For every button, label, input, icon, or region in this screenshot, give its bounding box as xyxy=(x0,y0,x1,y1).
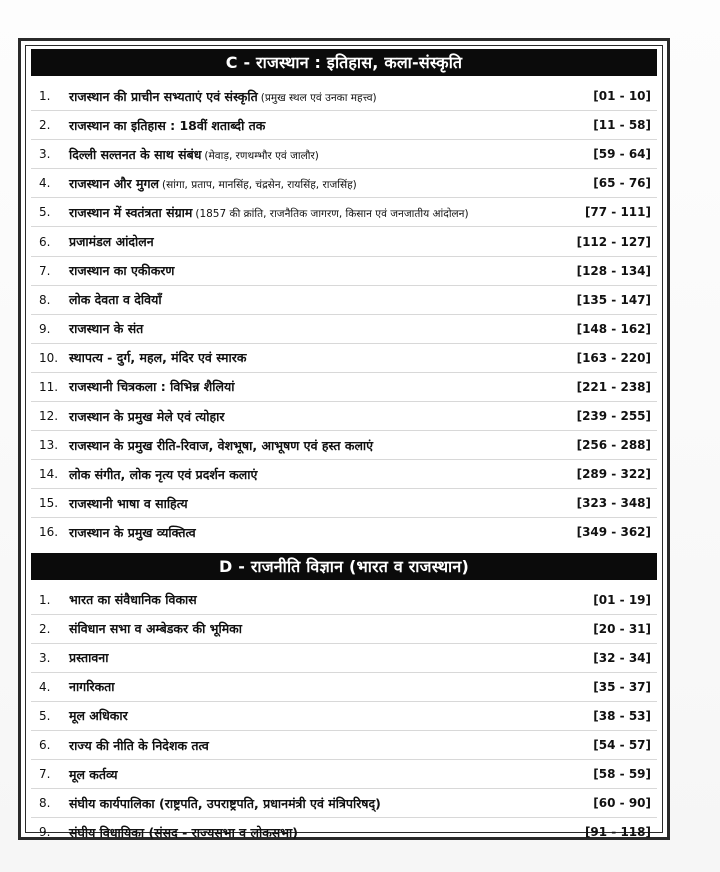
toc-item-title-wrap xyxy=(65,262,577,279)
toc-item-pages: [289 - 322] xyxy=(576,467,651,482)
toc-row xyxy=(31,344,657,373)
toc-item-title: दिल्ली सल्तनत के साथ संबंध xyxy=(69,146,202,162)
toc-item-number: 8. xyxy=(39,796,51,811)
toc-item-pages: [112 - 127] xyxy=(576,234,651,249)
toc-row xyxy=(31,227,657,256)
toc-item-number: 9. xyxy=(39,825,51,840)
toc-item-title-wrap xyxy=(65,146,593,163)
toc-item-note: (1857 की क्रांति, राजनैतिक जागरण, किसान एवं जनजातीय आंदोलन) xyxy=(195,207,469,220)
toc-item-note: (प्रमुख स्थल एवं उनका महत्त्व) xyxy=(260,91,377,104)
toc-item-title: राजस्थान के प्रमुख मेले एवं त्योहार xyxy=(69,408,225,424)
toc-item-number: 7. xyxy=(39,263,51,278)
toc-row xyxy=(31,702,657,731)
toc-item-number: 14. xyxy=(39,467,59,482)
toc-item-title: राजस्थान के संत xyxy=(69,321,144,337)
toc-item-title: स्थापत्य - दुर्ग, महल, मंदिर एवं स्मारक xyxy=(69,350,247,366)
toc-item-number: 9. xyxy=(39,321,51,336)
toc-item-number: 15. xyxy=(39,496,59,511)
toc-item-number: 4. xyxy=(39,679,51,694)
toc-item-title: नागरिकता xyxy=(69,679,115,695)
toc-item-number: 5. xyxy=(39,205,51,220)
toc-item-title: प्रस्तावना xyxy=(69,650,109,666)
section-c-list xyxy=(31,82,657,547)
toc-item-pages: [239 - 255] xyxy=(576,409,651,424)
toc-row xyxy=(31,286,657,315)
toc-item-title: राजस्थानी चित्रकला : विभिन्न शैलियां xyxy=(69,379,235,395)
toc-row xyxy=(31,315,657,344)
section-d-header: D - राजनीति विज्ञान (भारत व राजस्थान) xyxy=(31,553,657,580)
toc-item-pages: [221 - 238] xyxy=(576,379,651,394)
toc-item-pages: [148 - 162] xyxy=(576,321,651,336)
toc-row xyxy=(31,257,657,286)
toc-item-title: राजस्थान में स्वतंत्रता संग्राम xyxy=(69,204,193,220)
toc-row xyxy=(31,760,657,789)
toc-item-title-wrap xyxy=(65,408,577,425)
toc-item-title-wrap xyxy=(65,678,593,695)
toc-item-pages: [59 - 64] xyxy=(593,147,651,162)
toc-item-pages: [256 - 288] xyxy=(576,438,651,453)
toc-item-pages: [35 - 37] xyxy=(593,679,651,694)
contents-outer-frame xyxy=(18,38,670,840)
toc-item-number: 6. xyxy=(39,738,51,753)
toc-item-title-wrap xyxy=(65,233,577,250)
toc-item-pages: [20 - 31] xyxy=(593,621,651,636)
toc-row xyxy=(31,169,657,198)
toc-item-note: (सांगा, प्रताप, मानसिंह, चंद्रसेन, रायसिंह, राजसिंह) xyxy=(162,178,357,191)
toc-item-pages: [01 - 19] xyxy=(593,592,651,607)
toc-row xyxy=(31,518,657,546)
toc-row xyxy=(31,460,657,489)
toc-item-note: (मेवाड़, रणथम्भौर एवं जालौर) xyxy=(204,149,319,162)
toc-item-title: मूल अधिकार xyxy=(69,708,128,724)
toc-row xyxy=(31,489,657,518)
toc-item-title: राजस्थान के प्रमुख व्यक्तित्व xyxy=(69,524,196,540)
toc-item-number: 7. xyxy=(39,767,51,782)
toc-item-title-wrap xyxy=(65,524,577,541)
toc-item-number: 6. xyxy=(39,234,51,249)
toc-item-number: 13. xyxy=(39,438,59,453)
toc-item-pages: [91 - 118] xyxy=(584,825,651,840)
toc-row xyxy=(31,198,657,227)
toc-item-title: संघीय विधायिका (संसद - राज्यसभा व लोकसभा) xyxy=(69,824,298,840)
toc-item-title-wrap xyxy=(65,437,577,454)
toc-item-title-wrap xyxy=(65,378,577,395)
toc-item-title-wrap xyxy=(65,291,577,308)
toc-item-title: राजस्थानी भाषा व साहित्य xyxy=(69,495,188,511)
toc-item-number: 16. xyxy=(39,525,59,540)
toc-row xyxy=(31,140,657,169)
toc-item-pages: [54 - 57] xyxy=(593,738,651,753)
toc-item-title-wrap xyxy=(65,824,585,841)
toc-item-title-wrap xyxy=(65,320,577,337)
toc-item-title: संघीय कार्यपालिका (राष्ट्रपति, उपराष्ट्रपति, प्रधानमंत्री एवं मंत्रिपरिषद्) xyxy=(69,795,381,811)
toc-item-title-wrap xyxy=(65,204,585,221)
toc-item-title-wrap xyxy=(65,591,593,608)
section-d-list xyxy=(31,586,657,847)
toc-item-title-wrap xyxy=(65,117,593,134)
toc-row xyxy=(31,82,657,111)
toc-item-pages: [11 - 58] xyxy=(593,118,651,133)
toc-item-title: राजस्थान का इतिहास : 18वीं शताब्दी तक xyxy=(69,117,266,133)
toc-item-pages: [01 - 10] xyxy=(593,89,651,104)
toc-item-title-wrap xyxy=(65,495,577,512)
toc-item-pages: [163 - 220] xyxy=(576,350,651,365)
toc-item-title: संविधान सभा व अम्बेडकर की भूमिका xyxy=(69,621,243,637)
toc-item-number: 12. xyxy=(39,409,59,424)
toc-item-title: राजस्थान के प्रमुख रीति-रिवाज, वेशभूषा, आभूषण एवं हस्त कलाएं xyxy=(69,437,374,453)
toc-item-title-wrap xyxy=(65,175,593,192)
toc-item-title-wrap xyxy=(65,737,593,754)
toc-row xyxy=(31,731,657,760)
toc-item-number: 2. xyxy=(39,118,51,133)
toc-item-title-wrap xyxy=(65,707,593,724)
section-c-header: C - राजस्थान : इतिहास, कला-संस्कृति xyxy=(31,49,657,76)
toc-item-pages: [58 - 59] xyxy=(593,767,651,782)
toc-item-title: राजस्थान और मुगल xyxy=(69,175,159,191)
toc-item-number: 3. xyxy=(39,147,51,162)
toc-item-pages: [77 - 111] xyxy=(584,205,651,220)
toc-item-number: 8. xyxy=(39,292,51,307)
toc-row xyxy=(31,789,657,818)
toc-item-number: 4. xyxy=(39,176,51,191)
toc-item-title-wrap xyxy=(65,795,593,812)
toc-item-number: 1. xyxy=(39,89,51,104)
toc-item-title: मूल कर्तव्य xyxy=(69,766,118,782)
toc-item-number: 3. xyxy=(39,650,51,665)
toc-item-title-wrap xyxy=(65,620,593,637)
toc-item-title: राज्य की नीति के निदेशक तत्व xyxy=(69,737,209,753)
toc-item-number: 2. xyxy=(39,621,51,636)
contents-inner-frame xyxy=(25,45,663,840)
toc-item-title-wrap xyxy=(65,349,577,366)
toc-item-pages: [323 - 348] xyxy=(576,496,651,511)
toc-item-number: 10. xyxy=(39,350,59,365)
toc-item-title-wrap xyxy=(65,649,593,666)
toc-item-title: राजस्थान की प्राचीन सभ्यताएं एवं संस्कृति xyxy=(69,88,258,104)
toc-row xyxy=(31,111,657,140)
toc-row xyxy=(31,644,657,673)
toc-item-pages: [60 - 90] xyxy=(593,796,651,811)
toc-item-number: 11. xyxy=(39,379,59,394)
toc-item-pages: [65 - 76] xyxy=(593,176,651,191)
toc-row xyxy=(31,373,657,402)
toc-row xyxy=(31,402,657,431)
toc-item-pages: [32 - 34] xyxy=(593,650,651,665)
toc-item-pages: [128 - 134] xyxy=(576,263,651,278)
toc-row xyxy=(31,586,657,615)
toc-row xyxy=(31,431,657,460)
toc-item-title: प्रजामंडल आंदोलन xyxy=(69,234,154,250)
toc-item-pages: [349 - 362] xyxy=(576,525,651,540)
toc-item-title: भारत का संवैधानिक विकास xyxy=(69,592,197,608)
toc-item-pages: [135 - 147] xyxy=(576,292,651,307)
toc-item-pages: [38 - 53] xyxy=(593,708,651,723)
toc-item-title: लोक देवता व देवियाँ xyxy=(69,292,162,308)
toc-row xyxy=(31,615,657,644)
toc-item-title: लोक संगीत, लोक नृत्य एवं प्रदर्शन कलाएं xyxy=(69,466,258,482)
toc-item-title-wrap xyxy=(65,766,593,783)
toc-item-title-wrap xyxy=(65,466,577,483)
toc-item-title: राजस्थान का एकीकरण xyxy=(69,263,175,279)
toc-row xyxy=(31,818,657,846)
toc-item-number: 1. xyxy=(39,592,51,607)
toc-item-number: 5. xyxy=(39,708,51,723)
toc-item-title-wrap xyxy=(65,88,593,105)
toc-row xyxy=(31,673,657,702)
